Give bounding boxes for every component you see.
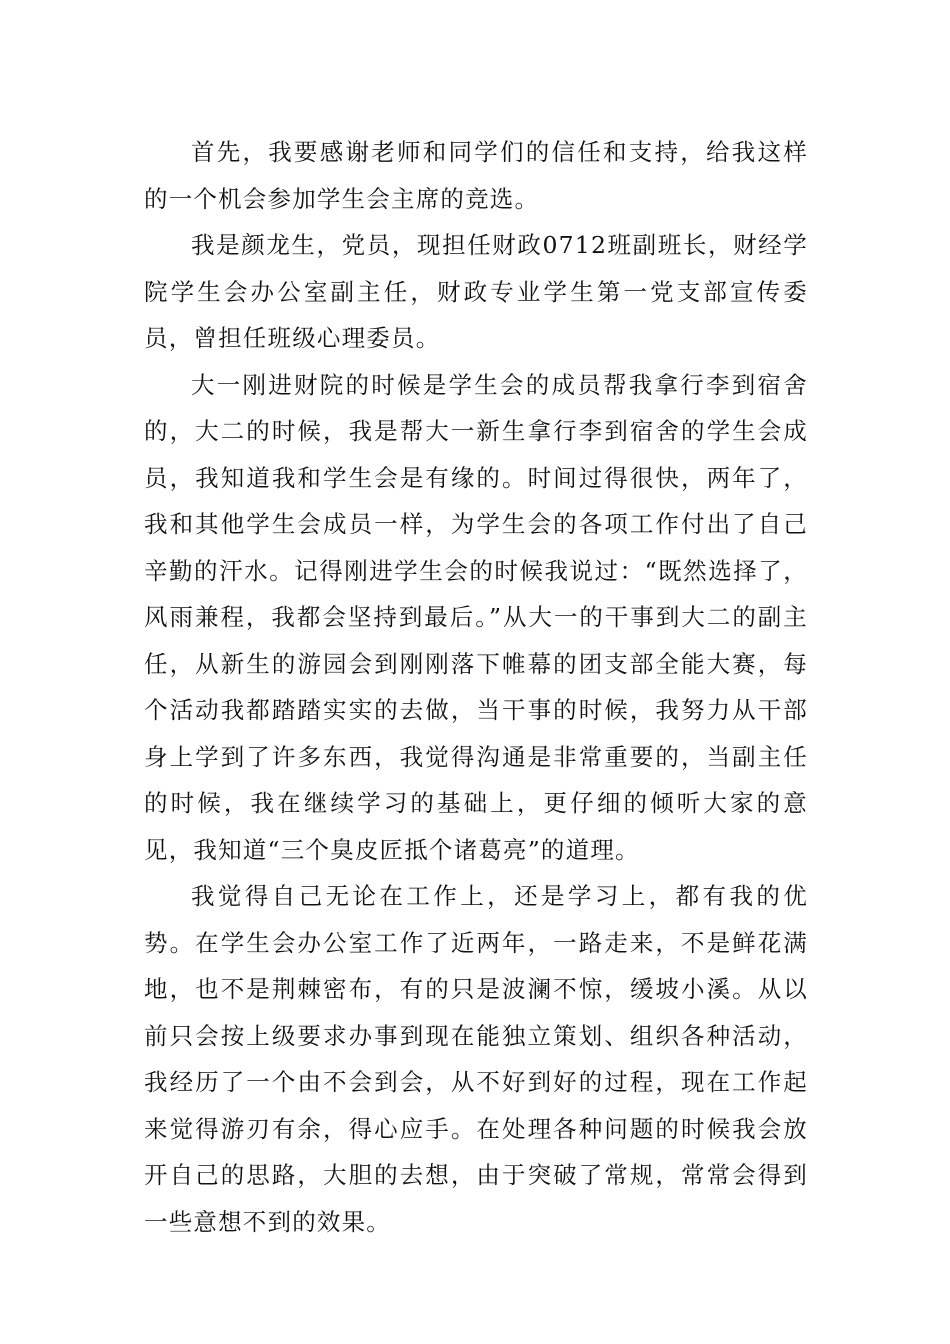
paragraph-2: 我是颜龙生，党员，现担任财政0712班副班长，财经学院学生会办公室副主任，财政专业学生第一党支部宣传委员，曾担任班级心理委员。 xyxy=(144,231,808,352)
paragraph-3: 大一刚进财院的时候是学生会的成员帮我拿行李到宿舍的，大二的时候，我是帮大一新生拿行李到宿舍的学生会成员，我知道我和学生会是有缘的。时间过得很快，两年了，我和其他学生会成员一样，为学生会的各项工作付出了自己辛勤的汗水。记得刚进学生会的时候我说过：“既然选择了，风雨兼程，我都会坚持到最后。”从大一的干事到大二的副主任，从新生的游园会到刚刚落下帷幕的团支部全能大赛，每个活动我都踏踏实实的去做，当干事的时候，我努力从干部身上学到了许多东西，我觉得沟通是非常重要的，当副主任的时候，我在继续学习的基础上，更仔细的倾听大家的意见，我知道“三个臭皮匠抵个诸葛亮”的道理。 xyxy=(144,370,808,864)
paragraph-1: 首先，我要感谢老师和同学们的信任和支持，给我这样的一个机会参加学生会主席的竞选。 xyxy=(144,138,808,213)
paragraph-4: 我觉得自己无论在工作上，还是学习上，都有我的优势。在学生会办公室工作了近两年，一路走来，不是鲜花满地，也不是荆棘密布，有的只是波澜不惊，缓坡小溪。从以前只会按上级要求办事到现在能独立策划、组织各种活动，我经历了一个由不会到会，从不好到好的过程，现在工作起来觉得游刃有余，得心应手。在处理各种问题的时候我会放开自己的思路，大胆的去想，由于突破了常规，常常会得到一些意想不到的效果。 xyxy=(144,882,808,1236)
document-body xyxy=(144,129,808,1245)
